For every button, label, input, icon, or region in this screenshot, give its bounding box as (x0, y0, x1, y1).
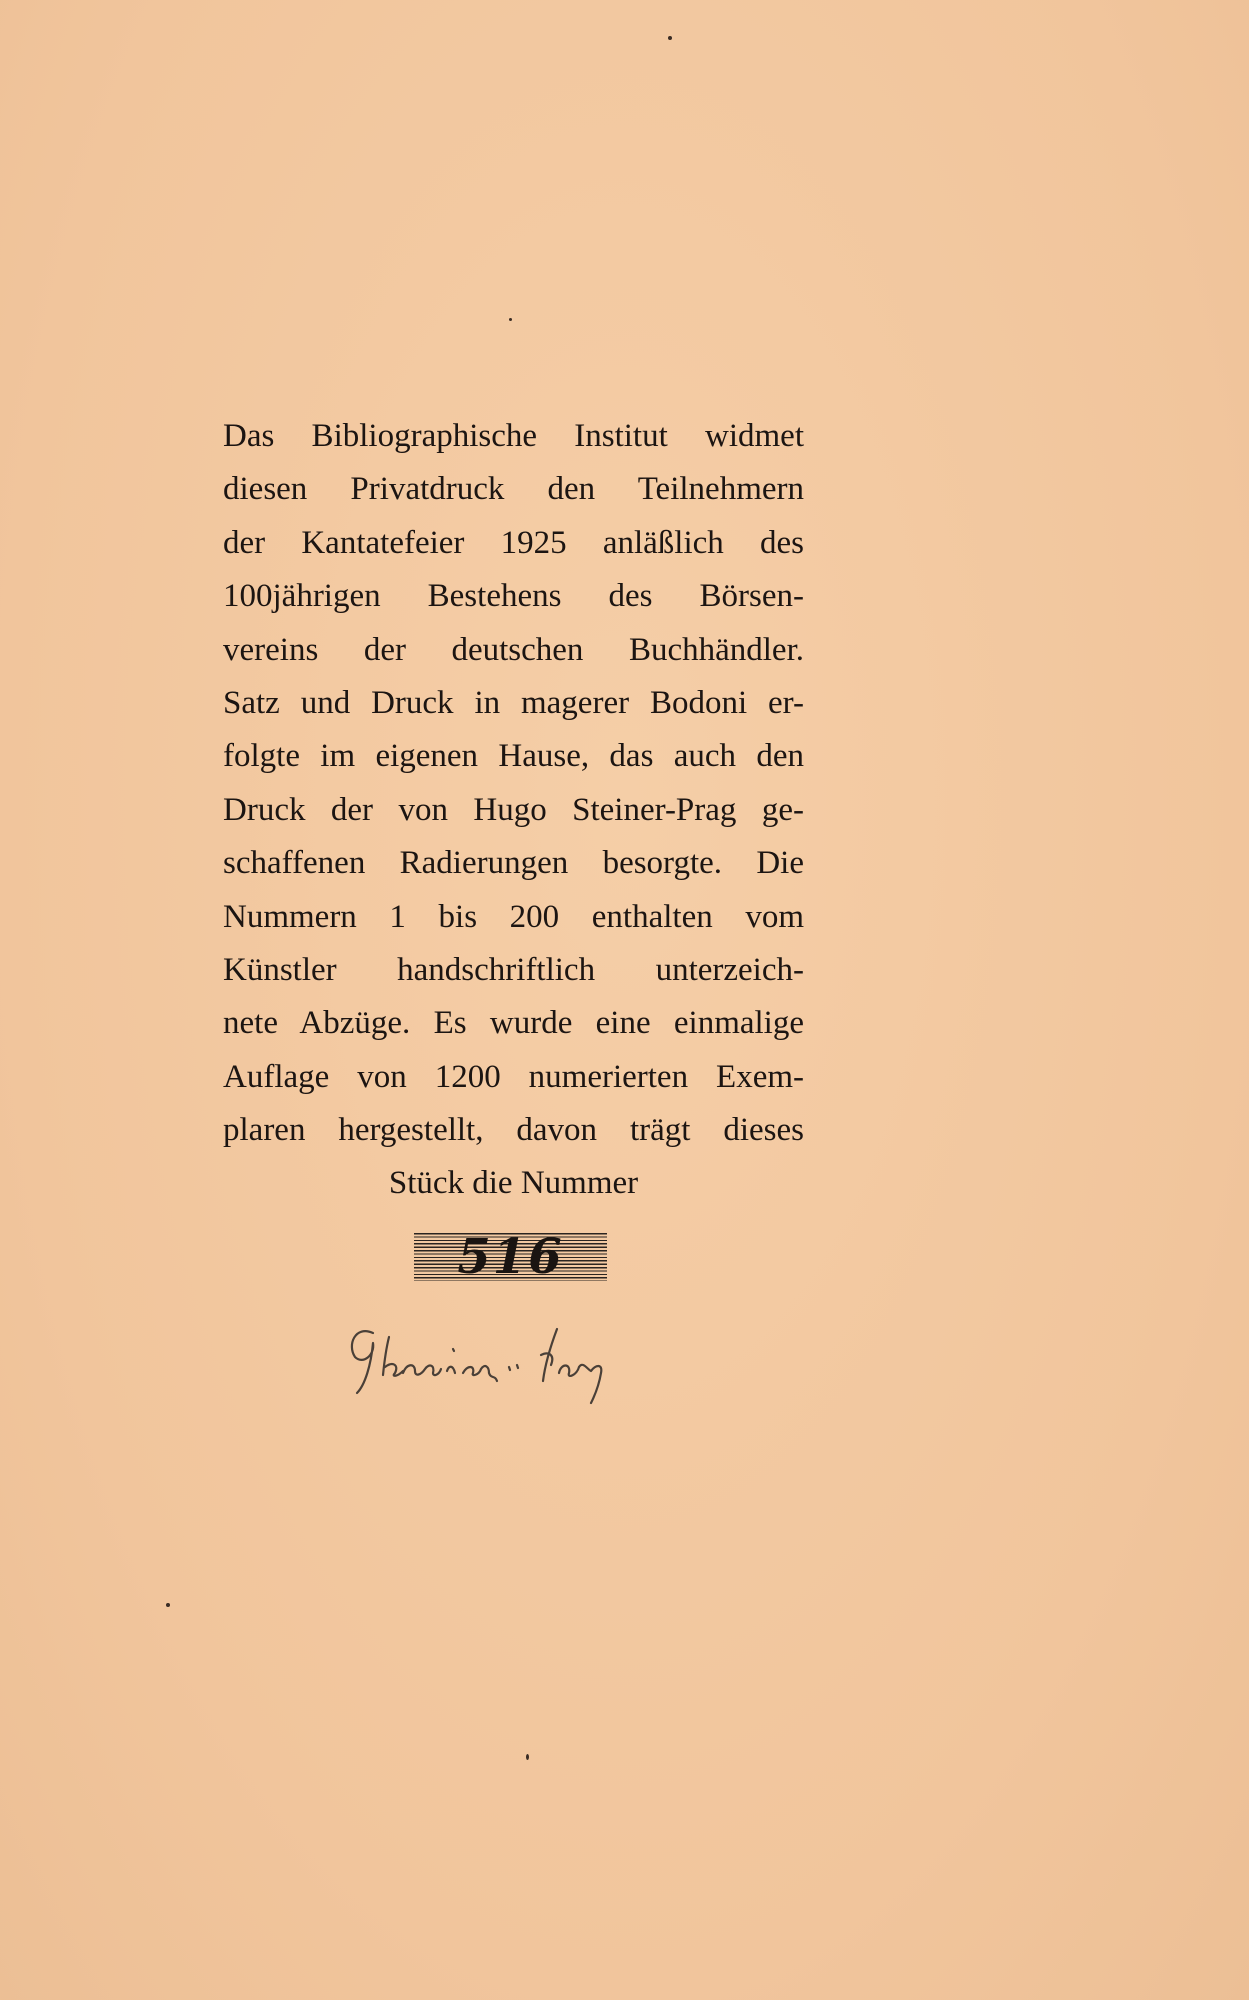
colophon-line: Auflage von 1200 numerierten Exem- (223, 1058, 804, 1095)
colophon-line: der Kantatefeier 1925 anläßlich des (223, 524, 804, 561)
colophon-text (223, 410, 804, 1211)
handwritten-signature (345, 1315, 675, 1410)
colophon-line: schaffenen Radierungen besorgte. Die (223, 845, 804, 882)
colophon-line: Das Bibliographische Institut widmet (223, 418, 804, 454)
colophon-line: plaren hergestellt, davon trägt dieses (223, 1112, 804, 1149)
colophon-line: Künstler handschriftlich unterzeich- (223, 951, 804, 988)
colophon-line: Satz und Druck in magerer Bodoni er- (223, 684, 804, 721)
colophon-line: nete Abzüge. Es wurde eine einmalige (223, 1005, 804, 1042)
paper-speck (509, 318, 512, 321)
colophon-line: diesen Privatdruck den Teilnehmern (223, 471, 804, 508)
paper-speck (166, 1603, 170, 1607)
colophon-line: Nummern 1 bis 200 enthalten vom (223, 898, 804, 935)
colophon-line: vereins der deutschen Buchhändler. (223, 631, 804, 668)
colophon-line-last: Stück die Nummer (388, 1165, 639, 1202)
copy-number: 516 (457, 1229, 564, 1285)
colophon-line: folgte im eigenen Hause, das auch den (223, 738, 804, 775)
paper-speck (668, 36, 672, 40)
paper-speck (526, 1754, 529, 1760)
colophon-line: Druck der von Hugo Steiner-Prag ge- (223, 791, 804, 828)
copy-number-box (414, 1229, 607, 1285)
colophon-line: 100jährigen Bestehens des Börsen- (223, 578, 804, 615)
